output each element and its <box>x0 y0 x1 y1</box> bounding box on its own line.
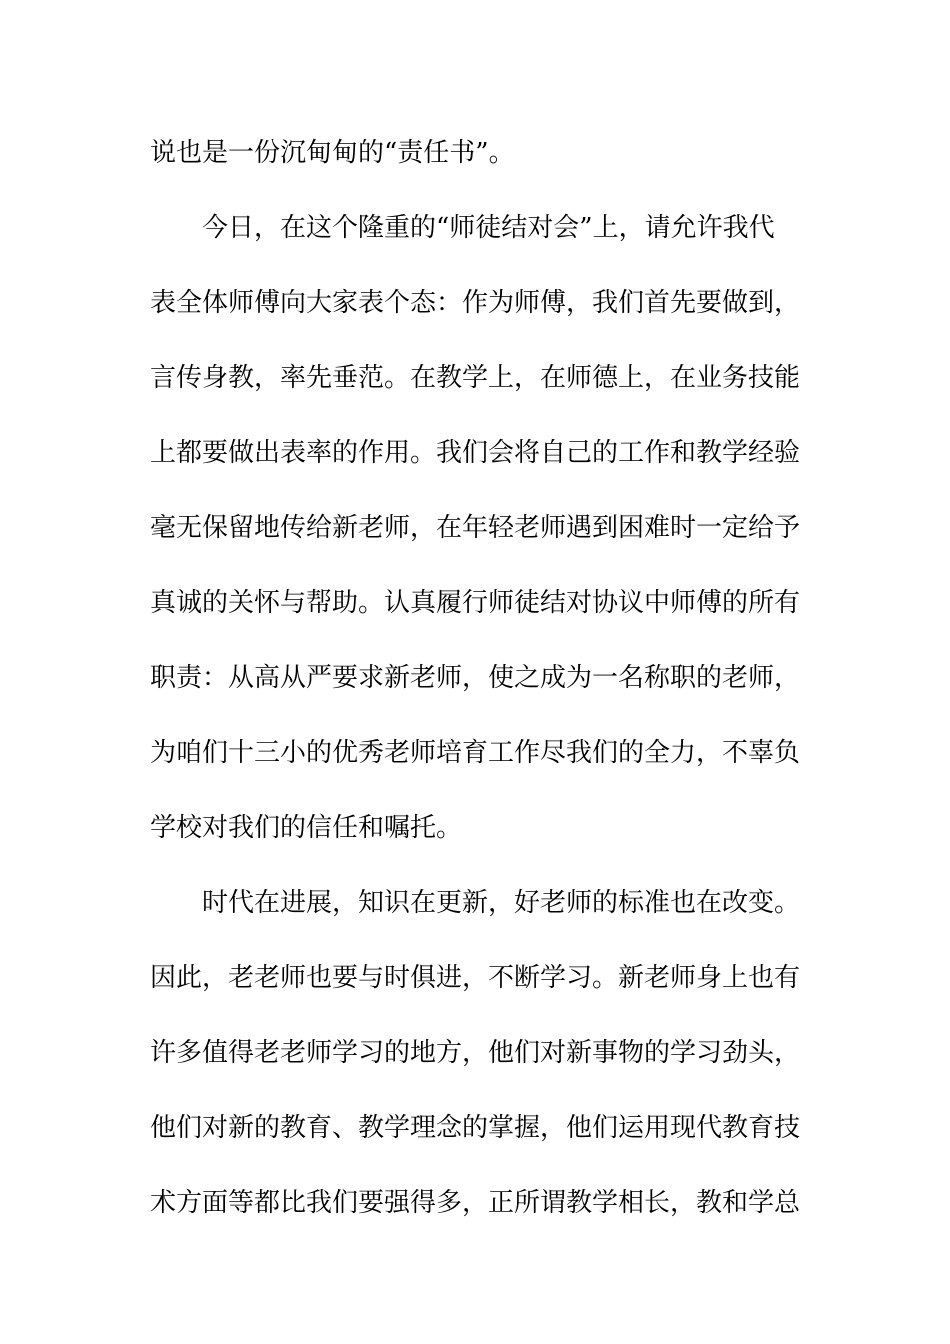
text-line: 术方面等都比我们要强得多，正所谓教学相长，教和学总 <box>150 1188 801 1218</box>
paragraph-first-line: 今日，在这个隆重的“师徒结对会”上，请允许我代 <box>202 213 775 243</box>
text-line: 上都要做出表率的作用。我们会将自己的工作和教学经验 <box>150 438 801 468</box>
text-line: 表全体师傅向大家表个态：作为师傅，我们首先要做到， <box>150 288 801 318</box>
text-line: 毫无保留地传给新老师，在年轻老师遇到困难时一定给予 <box>150 513 801 543</box>
text-line: 学校对我们的信任和嘱托。 <box>150 813 463 843</box>
text-line: 许多值得老老师学习的地方，他们对新事物的学习劲头， <box>150 1038 801 1068</box>
text-line: 为咱们十三小的优秀老师培育工作尽我们的全力，不辜负 <box>150 738 801 768</box>
text-line: 说也是一份沉甸甸的“责任书”。 <box>150 138 515 168</box>
text-line: 因此，老老师也要与时俱进，不断学习。新老师身上也有 <box>150 963 801 993</box>
paragraph-first-line: 时代在进展，知识在更新，好老师的标准也在改变。 <box>202 888 801 918</box>
text-line: 他们对新的教育、教学理念的掌握，他们运用现代教育技 <box>150 1113 801 1143</box>
text-line: 言传身教，率先垂范。在教学上，在师德上，在业务技能 <box>150 363 801 393</box>
text-line: 职责：从高从严要求新老师，使之成为一名称职的老师， <box>150 663 801 693</box>
text-line: 真诚的关怀与帮助。认真履行师徒结对协议中师傅的所有 <box>150 588 801 618</box>
